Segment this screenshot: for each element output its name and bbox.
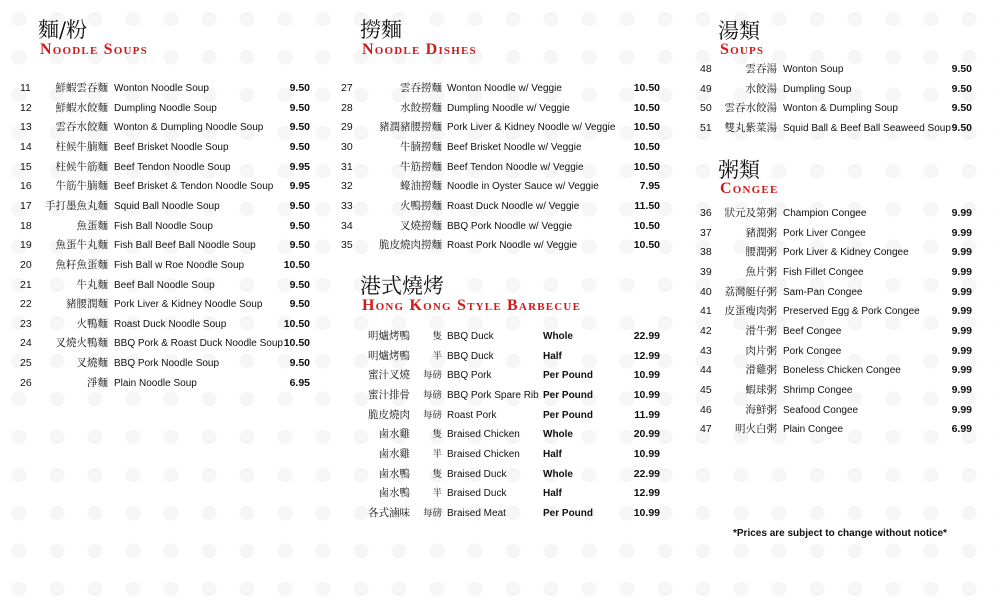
item-name-zh: 滑雞粥 <box>745 364 777 377</box>
item-name-zh: 魚片粥 <box>745 265 777 278</box>
item-name-en: BBQ Duck <box>447 331 494 342</box>
item-name-en: Fish Ball Beef Ball Noodle Soup <box>114 240 256 252</box>
item-price: 12.99 <box>633 487 660 500</box>
item-name-en: Noodle in Oyster Sauce w/ Veggie <box>447 181 599 193</box>
item-number: 39 <box>700 265 712 278</box>
menu-item-row <box>20 158 310 178</box>
menu-item-row <box>700 420 972 440</box>
item-name-en: Seafood Congee <box>783 404 859 416</box>
item-name-en: Beef Brisket Noodle w/ Veggie <box>447 141 582 153</box>
item-name-zh: 水餃撈麵 <box>400 101 442 114</box>
item-name-zh: 蜜汁叉燒 <box>368 369 410 382</box>
item-name-en: BBQ Pork Noodle Soup <box>114 358 220 370</box>
menu-item-row <box>20 138 310 158</box>
item-name-zh: 水餃湯 <box>745 82 777 95</box>
item-name-zh: 魚蛋牛丸麵 <box>55 239 108 252</box>
item-name-zh: 柱候牛腩麵 <box>55 140 108 153</box>
item-price: 11.50 <box>634 199 660 212</box>
menu-item-row <box>700 243 972 263</box>
bbq-item-row <box>360 366 660 386</box>
item-number: 17 <box>20 199 32 212</box>
menu-item-row <box>700 401 972 421</box>
item-name-zh: 鹵水鴨 <box>378 487 410 500</box>
item-name-zh: 皮蛋瘦肉粥 <box>724 305 777 318</box>
item-name-en: BBQ Pork Spare Rib <box>447 389 539 401</box>
item-name-en: Wonton Noodle Soup <box>114 83 209 94</box>
item-name-zh: 各式滷味 <box>368 506 410 519</box>
item-price: 10.99 <box>633 369 660 382</box>
bbq-title-zh: 港式燒烤 <box>360 274 444 298</box>
item-number: 12 <box>20 101 32 114</box>
item-name-en: BBQ Duck <box>447 350 494 362</box>
menu-item-row <box>700 263 972 283</box>
item-price: 10.50 <box>633 101 660 114</box>
item-name-zh: 雲吞水餃麵 <box>55 121 108 134</box>
item-name-zh: 牛筋撈麵 <box>400 160 442 173</box>
item-name-zh: 叉燒火鴨麵 <box>55 337 108 350</box>
item-price: 10.99 <box>633 388 660 401</box>
item-name-en: BBQ Pork <box>447 370 492 382</box>
item-price: 10.50 <box>633 219 660 232</box>
menu-item-row <box>20 295 310 315</box>
item-name-en: Roast Pork Noodle w/ Veggie <box>447 240 578 252</box>
item-name-zh: 淨麵 <box>87 376 108 389</box>
item-size: Half <box>543 448 562 460</box>
item-price: 9.95 <box>289 180 310 193</box>
item-unit-zh: 每磅 <box>422 370 442 382</box>
item-price: 9.95 <box>289 160 310 173</box>
item-number: 45 <box>700 383 712 396</box>
item-name-en: BBQ Pork Noodle w/ Veggie <box>447 220 573 232</box>
item-price: 9.99 <box>951 226 972 239</box>
item-unit-zh: 半 <box>432 350 442 362</box>
bbq-item-row <box>360 347 660 367</box>
item-size: Per Pound <box>543 370 594 382</box>
item-price: 9.50 <box>951 121 972 134</box>
item-size: Whole <box>543 331 573 342</box>
item-number: 41 <box>700 305 712 318</box>
menu-item-row <box>20 177 310 197</box>
item-price: 9.99 <box>951 246 972 259</box>
item-unit-zh: 半 <box>432 448 442 460</box>
bbq-item-row <box>360 406 660 426</box>
item-price: 9.50 <box>289 101 310 114</box>
item-name-zh: 雲吞水餃湯 <box>724 102 777 115</box>
bbq-item-row <box>360 465 660 485</box>
item-price: 9.99 <box>951 324 972 337</box>
item-number: 38 <box>700 246 712 259</box>
item-name-zh: 鮮蝦水餃麵 <box>55 101 108 114</box>
item-price: 10.99 <box>633 506 660 519</box>
item-name-zh: 脆皮燒肉撈麵 <box>379 239 442 252</box>
item-name-en: Pork Liver Congee <box>783 227 866 239</box>
menu-item-row <box>700 361 972 381</box>
item-number: 37 <box>700 226 712 239</box>
menu-item-row <box>20 276 310 296</box>
item-price: 9.50 <box>289 199 310 212</box>
item-name-en: BBQ Pork & Roast Duck Noodle Soup <box>114 338 283 350</box>
item-name-en: Pork Congee <box>783 345 842 357</box>
item-number: 22 <box>20 298 32 311</box>
item-name-zh: 腰潤粥 <box>745 246 777 259</box>
menu-item-row <box>20 236 310 256</box>
menu-item-row <box>341 79 660 99</box>
menu-item-row <box>341 158 660 178</box>
item-number: 27 <box>341 82 353 94</box>
item-name-zh: 蠔油撈麵 <box>400 180 442 193</box>
menu-item-row <box>341 118 660 138</box>
item-name-zh: 叉燒撈麵 <box>400 219 442 232</box>
item-number: 42 <box>700 324 712 337</box>
item-name-zh: 鮮蝦雲吞麵 <box>55 82 108 94</box>
item-name-zh: 雲吞撈麵 <box>400 82 442 94</box>
menu-item-row <box>20 217 310 237</box>
item-name-en: Beef Brisket Noodle Soup <box>114 141 229 153</box>
item-name-zh: 肉片粥 <box>745 344 777 357</box>
item-price: 10.50 <box>283 258 310 271</box>
item-number: 26 <box>20 376 32 389</box>
item-number: 30 <box>341 140 353 153</box>
item-name-zh: 牛筋牛腩麵 <box>55 180 108 193</box>
item-name-zh: 明爐烤鴨 <box>368 330 410 342</box>
bbq-item-row <box>360 484 660 504</box>
item-name-en: Plain Noodle Soup <box>114 377 197 389</box>
menu-item-row <box>341 217 660 237</box>
item-size: Per Pound <box>543 389 594 401</box>
menu-item-row <box>700 302 972 322</box>
item-price: 9.50 <box>289 239 310 252</box>
item-name-en: Beef Congee <box>783 325 842 337</box>
item-number: 11 <box>20 82 31 94</box>
bbq-item-row <box>360 504 660 524</box>
item-name-en: Wonton & Dumpling Noodle Soup <box>114 122 264 134</box>
menu-item-row <box>341 197 660 217</box>
item-number: 20 <box>20 258 32 271</box>
item-size: Half <box>543 350 562 362</box>
item-name-zh: 牛腩撈麵 <box>400 140 442 153</box>
item-price: 12.99 <box>633 349 660 362</box>
item-name-en: Squid Ball & Beef Ball Seaweed Soup <box>783 122 951 134</box>
item-unit-zh: 每磅 <box>422 389 442 401</box>
bbq-item-row <box>360 445 660 465</box>
item-size: Whole <box>543 429 573 441</box>
item-name-zh: 明火白粥 <box>735 423 777 436</box>
item-price: 9.99 <box>951 344 972 357</box>
item-price: 9.50 <box>289 278 310 291</box>
item-price: 10.99 <box>633 447 660 460</box>
item-price: 11.99 <box>634 408 660 421</box>
bbq-item-row <box>360 425 660 445</box>
item-number: 16 <box>20 180 32 193</box>
item-number: 47 <box>700 423 712 436</box>
item-name-en: Dumpling Soup <box>783 83 852 95</box>
item-price: 10.50 <box>283 317 310 330</box>
item-price: 22.99 <box>633 467 660 480</box>
menu-item-row <box>700 322 972 342</box>
item-name-zh: 叉燒麵 <box>76 357 108 370</box>
item-price: 9.99 <box>951 285 972 298</box>
item-number: 34 <box>341 219 353 232</box>
item-name-zh: 雲吞湯 <box>745 63 777 75</box>
item-price: 6.99 <box>951 423 972 436</box>
item-number: 18 <box>20 219 32 232</box>
item-name-zh: 鹵水雞 <box>378 447 410 460</box>
item-price: 10.50 <box>633 121 660 134</box>
menu-item-row <box>700 342 972 362</box>
noodle-dishes-title-zh: 撈麵 <box>360 18 402 42</box>
item-number: 46 <box>700 403 712 416</box>
item-number: 25 <box>20 357 32 370</box>
item-price: 7.95 <box>639 180 660 193</box>
item-price: 6.95 <box>289 376 310 389</box>
item-name-zh: 柱候牛筋麵 <box>55 160 108 173</box>
item-name-zh: 火鴨麵 <box>76 317 108 330</box>
item-number: 51 <box>700 121 712 134</box>
item-number: 32 <box>341 180 353 193</box>
item-price: 10.50 <box>633 239 660 252</box>
item-name-zh: 豬潤豬腰撈麵 <box>379 121 442 134</box>
item-price: 9.50 <box>289 298 310 311</box>
item-name-en: Pork Liver & Kidney Noodle w/ Veggie <box>447 122 616 134</box>
item-name-en: Shrimp Congee <box>783 384 853 396</box>
item-price: 9.50 <box>289 140 310 153</box>
item-price: 9.50 <box>289 82 310 94</box>
menu-item-row <box>20 256 310 276</box>
item-name-en: Wonton & Dumpling Soup <box>783 103 898 115</box>
item-name-en: Braised Duck <box>447 488 507 500</box>
item-name-en: Plain Congee <box>783 424 844 436</box>
soups-title-en: Soups <box>720 41 765 58</box>
congee-title-zh: 粥類 <box>718 158 760 182</box>
item-number: 28 <box>341 101 353 114</box>
bbq-item-row <box>360 386 660 406</box>
item-number: 31 <box>341 160 353 173</box>
menu-item-row <box>20 374 310 394</box>
item-unit-zh: 半 <box>432 488 442 500</box>
noodle-soups-title-zh: 麵/粉 <box>38 18 88 42</box>
item-unit-zh: 每磅 <box>422 507 442 519</box>
item-number: 40 <box>700 285 712 298</box>
item-name-en: Braised Chicken <box>447 448 520 460</box>
item-name-en: Pork Liver & Kidney Congee <box>783 247 909 259</box>
menu-item-row <box>20 118 310 138</box>
item-number: 19 <box>20 239 32 252</box>
item-number: 50 <box>700 102 712 115</box>
item-name-zh: 蜜汁排骨 <box>368 388 410 401</box>
item-name-en: Braised Duck <box>447 468 507 480</box>
item-name-zh: 火鴨撈麵 <box>400 199 442 212</box>
menu-item-row <box>341 138 660 158</box>
item-name-en: Sam-Pan Congee <box>783 286 863 298</box>
price-change-note: *Prices are subject to change without notice* <box>733 528 947 539</box>
item-price: 9.99 <box>951 403 972 416</box>
item-name-zh: 鹵水雞 <box>378 428 410 441</box>
item-name-zh: 蝦球粥 <box>745 383 777 396</box>
item-size: Half <box>543 488 562 500</box>
item-name-en: Beef Ball Noodle Soup <box>114 279 215 291</box>
item-name-en: Preserved Egg & Pork Congee <box>783 306 920 318</box>
item-number: 35 <box>341 239 353 252</box>
congee-title-en: Congee <box>720 180 779 197</box>
item-name-zh: 雙丸紫菜湯 <box>724 121 777 134</box>
item-price: 9.50 <box>289 219 310 232</box>
item-price: 9.99 <box>951 383 972 396</box>
item-name-zh: 豬腰潤麵 <box>66 298 108 311</box>
item-price: 10.50 <box>633 160 660 173</box>
item-name-en: Boneless Chicken Congee <box>783 365 901 377</box>
menu-item-row <box>700 99 972 119</box>
item-name-en: Squid Ball Noodle Soup <box>114 200 220 212</box>
item-number: 13 <box>20 121 32 134</box>
item-price: 9.50 <box>951 63 972 75</box>
item-number: 24 <box>20 337 32 350</box>
item-name-en: Beef Tendon Noodle Soup <box>114 161 231 173</box>
item-name-zh: 鹵水鴨 <box>378 467 410 480</box>
item-name-zh: 脆皮燒肉 <box>368 408 410 421</box>
menu-item-row <box>700 224 972 244</box>
item-name-en: Beef Brisket & Tendon Noodle Soup <box>114 181 274 193</box>
item-name-en: Dumpling Noodle w/ Veggie <box>447 102 570 114</box>
item-price: 9.99 <box>951 364 972 377</box>
menu-item-row <box>700 283 972 303</box>
item-name-en: Dumpling Noodle Soup <box>114 102 217 114</box>
menu-item-row <box>20 99 310 119</box>
item-unit-zh: 隻 <box>432 331 442 342</box>
item-name-zh: 魚蛋麵 <box>76 219 108 232</box>
item-size: Whole <box>543 468 573 480</box>
item-size: Per Pound <box>543 409 594 421</box>
item-number: 33 <box>341 199 353 212</box>
menu-item-row <box>341 236 660 256</box>
item-name-en: Champion Congee <box>783 208 867 219</box>
bbq-item-row <box>360 327 660 347</box>
menu-item-row <box>341 99 660 119</box>
menu-item-row <box>700 80 972 100</box>
noodle-soups-title-en: Noodle Soups <box>40 41 148 58</box>
item-size: Per Pound <box>543 507 594 519</box>
item-name-en: Roast Duck Noodle w/ Veggie <box>447 200 580 212</box>
menu-item-row <box>700 381 972 401</box>
menu-item-row <box>20 197 310 217</box>
menu-item-row <box>700 119 972 139</box>
item-number: 43 <box>700 344 712 357</box>
item-name-zh: 海鮮粥 <box>745 403 777 416</box>
item-number: 36 <box>700 207 712 219</box>
item-price: 9.50 <box>951 102 972 115</box>
item-name-en: Roast Pork <box>447 409 497 421</box>
item-number: 15 <box>20 160 32 173</box>
menu-item-row <box>20 334 310 354</box>
noodle-dishes-title-en: Noodle Dishes <box>362 41 477 58</box>
item-name-zh: 手打墨魚丸麵 <box>45 199 108 212</box>
item-name-zh: 滑牛粥 <box>745 324 777 337</box>
item-price: 10.50 <box>633 140 660 153</box>
item-price: 9.99 <box>951 207 972 219</box>
item-name-zh: 荔灣艇仔粥 <box>724 285 777 298</box>
item-number: 48 <box>700 63 712 75</box>
item-price: 9.50 <box>289 121 310 134</box>
menu-item-row <box>20 79 310 99</box>
menu-item-row <box>341 177 660 197</box>
item-number: 29 <box>341 121 353 134</box>
item-name-zh: 狀元及第粥 <box>724 207 777 219</box>
item-name-en: Beef Tendon Noodle w/ Veggie <box>447 161 584 173</box>
soups-title-zh: 湯類 <box>718 19 760 43</box>
item-name-en: Braised Chicken <box>447 429 520 441</box>
menu-item-row <box>700 204 972 224</box>
item-name-zh: 豬潤粥 <box>745 226 777 239</box>
item-price: 10.50 <box>283 337 310 350</box>
item-price: 9.50 <box>289 357 310 370</box>
bbq-title-en: Hong Kong Style Barbecue <box>362 297 582 314</box>
item-name-en: Fish Ball Noodle Soup <box>114 220 213 232</box>
item-price: 9.99 <box>951 305 972 318</box>
menu-item-row <box>20 354 310 374</box>
item-unit-zh: 每磅 <box>422 409 442 421</box>
menu-item-row <box>700 60 972 80</box>
item-name-en: Pork Liver & Kidney Noodle Soup <box>114 299 263 311</box>
item-name-en: Fish Fillet Congee <box>783 266 864 278</box>
item-number: 14 <box>20 140 32 153</box>
item-name-zh: 魚籽魚蛋麵 <box>55 258 108 271</box>
item-name-en: Braised Meat <box>447 507 506 519</box>
item-price: 22.99 <box>633 330 660 342</box>
item-number: 49 <box>700 82 712 95</box>
item-name-en: Wonton Soup <box>783 64 844 75</box>
item-unit-zh: 隻 <box>432 429 442 441</box>
item-unit-zh: 隻 <box>432 468 442 480</box>
item-name-zh: 明爐烤鴨 <box>368 349 410 362</box>
item-number: 23 <box>20 317 32 330</box>
item-name-en: Roast Duck Noodle Soup <box>114 318 227 330</box>
item-name-en: Wonton Noodle w/ Veggie <box>447 83 562 94</box>
item-price: 9.50 <box>951 82 972 95</box>
item-number: 44 <box>700 364 712 377</box>
menu-item-row <box>20 315 310 335</box>
item-price: 10.50 <box>633 82 660 94</box>
item-price: 9.99 <box>951 265 972 278</box>
item-name-zh: 牛丸麵 <box>76 278 108 291</box>
item-number: 21 <box>20 278 32 291</box>
item-name-en: Fish Ball w Roe Noodle Soup <box>114 259 245 271</box>
item-price: 20.99 <box>633 428 660 441</box>
